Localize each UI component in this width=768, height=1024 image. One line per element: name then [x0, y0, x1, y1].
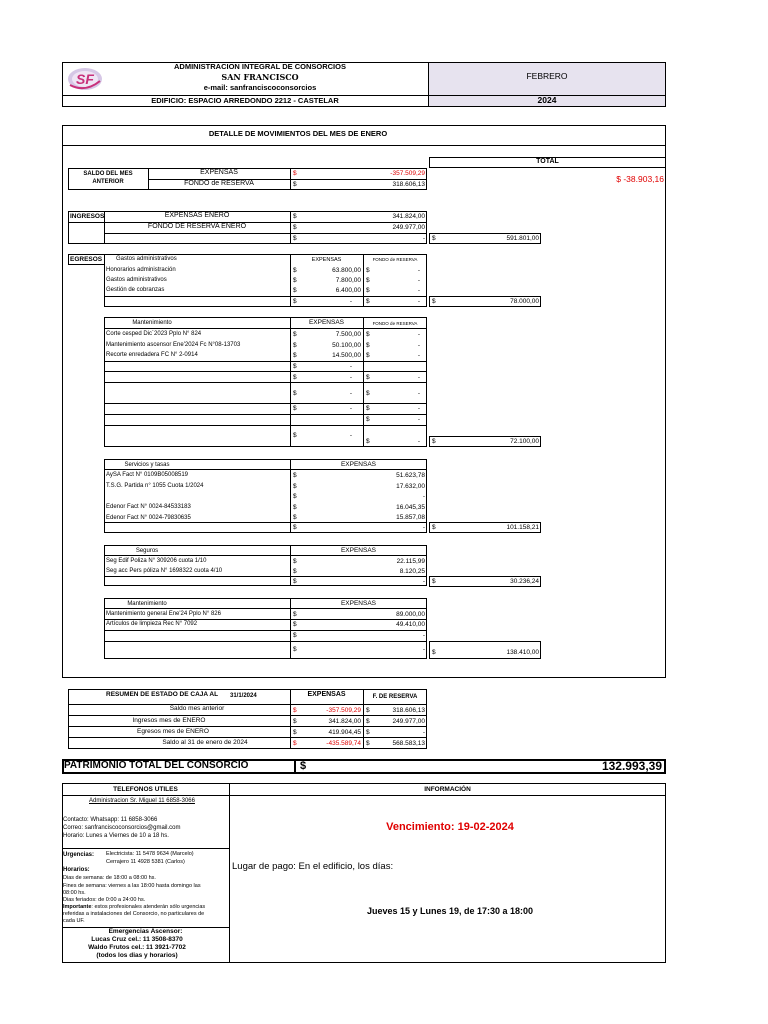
info-title: INFORMACIÓN: [424, 786, 471, 793]
gastos-fd2: $: [366, 277, 370, 284]
mant-col-fr: FONDO de RESERVA: [372, 321, 418, 326]
servicios-row-2-label: T.S.G. Partida n° 1055 Cuota 1/2024: [106, 483, 204, 489]
total-label: TOTAL: [536, 158, 559, 165]
mant-fd1: $: [366, 331, 370, 338]
servicios-col: EXPENSAS: [340, 461, 377, 468]
brand-name: SAN FRANCISCO: [221, 72, 299, 82]
seg-sd: $: [293, 578, 297, 585]
gastos-total-dollar: $: [432, 298, 436, 305]
urgencias-2: Cerrajero 11 4928 5381 (Carlos): [106, 859, 185, 865]
ingresos-label: INGRESOS: [70, 213, 105, 220]
resumen-row-3-label: Egresos mes de ENERO: [137, 728, 209, 735]
resumen-row-2-fr: 249.977,00: [392, 718, 425, 725]
seguros-total-dollar: $: [432, 578, 436, 585]
ascensor-title: Emergencias Ascensor:: [108, 928, 183, 935]
mant2-d3: $: [293, 632, 297, 639]
gastos-row-2-label: Gastos administrativos: [106, 277, 167, 283]
ingresos-dollar-3: $: [293, 235, 297, 242]
vencimiento: Vencimiento: 19-02-2024: [386, 821, 514, 833]
servicios-row-3-exp: -: [422, 493, 425, 500]
mant-row-3-exp: 14.500,00: [332, 352, 361, 359]
saldo-fr-dollar: $: [293, 181, 297, 188]
resumen-row-1-label: Saldo mes anterior: [169, 705, 225, 712]
gastos-row-2-exp: 7.800,00: [335, 277, 361, 284]
resumen-title: RESUMEN DE ESTADO DE CAJA AL: [106, 691, 219, 698]
gastos-total: 78.000,00: [510, 298, 539, 305]
serv-d1: $: [293, 472, 297, 479]
gastos-d2: $: [293, 277, 297, 284]
gastos-col-fr: FONDO de RESERVA: [372, 257, 418, 262]
gastos-fd1: $: [366, 267, 370, 274]
res-d1: $: [293, 707, 297, 714]
mant2-d2: $: [293, 621, 297, 628]
saldo-exp-value: -357.509,29: [390, 170, 425, 177]
mant-row-2-exp: 50.100,00: [332, 342, 361, 349]
mant2-total: 138.410,00: [506, 649, 539, 656]
mant-blank-d2: $: [293, 374, 297, 381]
company-logo: [66, 65, 104, 93]
mant-blank-fd2: $: [366, 374, 370, 381]
resumen-row-2-exp: 341.824,00: [328, 718, 361, 725]
gastos-col-exp: EXPENSAS: [311, 257, 342, 263]
gastos-d1: $: [293, 267, 297, 274]
ingresos-row-2-label: FONDO DE RESERVA ENERO: [147, 223, 247, 230]
importante-3: cada UF.: [63, 918, 85, 924]
patrimonio-label: PATRIMONIO TOTAL DEL CONSORCIO: [64, 760, 249, 771]
gastos-row-3-exp: 6.400,00: [335, 287, 361, 294]
seguros-row-1-label: Seg Edif Poliza N° 309206 cuota 1/10: [106, 558, 207, 564]
mant-blank-d4: $: [293, 405, 297, 412]
res-fd3: $: [366, 729, 370, 736]
seguros-total: 30.236,24: [510, 578, 539, 585]
mant2-d4: $: [293, 646, 297, 653]
servicios-total: 101.158,21: [506, 524, 539, 531]
mant-blank-fd3: $: [366, 390, 370, 397]
servicios-row-2-exp: 17.632,00: [396, 483, 425, 490]
seguros-sub: -: [422, 578, 425, 585]
serv-sd: $: [293, 524, 297, 531]
ascensor-2: Waldo Frutos cel.: 11 3921-7702: [88, 944, 186, 951]
servicios-total-dollar: $: [432, 524, 436, 531]
mant2-row-2-exp: 49.410,00: [396, 621, 425, 628]
mant-blank-fd6: $: [366, 438, 370, 445]
mant2-col: EXPENSAS: [340, 600, 377, 607]
importante-label: Importante: [63, 904, 92, 910]
mant-row-1-fr: -: [417, 331, 420, 338]
dias-pago: Jueves 15 y Lunes 19, de 17:30 a 18:00: [366, 906, 534, 916]
gastos-row-1-fr: -: [417, 267, 420, 274]
servicios-row-4-label: Edenor Fact N° 0024-84533183: [106, 504, 191, 510]
res-d4: $: [293, 740, 297, 747]
mant-row-1-label: Corte cesped Dic´2023 Pplo N° 824: [106, 331, 202, 337]
gastos-sd1: $: [293, 298, 297, 305]
mant-row-1-exp: 7.500,00: [335, 331, 361, 338]
ingresos-dollar-2: $: [293, 224, 297, 231]
seg-d1: $: [293, 558, 297, 565]
ascensor-3: (todos los dias y horarios): [96, 952, 178, 959]
mant-blank-fr3: -: [417, 390, 420, 397]
saldo-expensas-label: EXPENSAS: [200, 169, 238, 176]
patrimonio-value: 132.993,39: [601, 759, 662, 773]
horarios-2: Fines de semana: viernes a las 18:00 hasta domingo las: [63, 883, 201, 889]
mant-row-3-fr: -: [417, 352, 420, 359]
ingresos-row-1-label: EXPENSAS ENERO: [164, 212, 230, 219]
mant2-blank-2: -: [422, 646, 425, 653]
servicios-row-1-label: AySA Fact N° 0109B05008519: [106, 472, 189, 478]
urgencias-1: Electricista: 11 5478 9634 (Marcelo): [106, 851, 194, 857]
servicios-title: Servicios y tasas: [124, 462, 170, 468]
mant2-title: Mantenimiento: [127, 601, 167, 607]
gastos-row-3-fr: -: [417, 287, 420, 294]
mant2-d1: $: [293, 611, 297, 618]
seguros-row-2-exp: 8.120,25: [399, 568, 425, 575]
mant-title: Mantenimiento: [132, 320, 172, 326]
ingresos-row-2-value: 249.977,00: [392, 224, 425, 231]
mant-row-2-fr: -: [417, 342, 420, 349]
seguros-row-2-label: Seg acc Pers póliza N° 1698322 cuota 4/10: [106, 568, 223, 574]
res-d2: $: [293, 718, 297, 725]
serv-d4: $: [293, 504, 297, 511]
mant2-blank-1: -: [422, 632, 425, 639]
mant-blank-fr5: -: [417, 416, 420, 423]
horarios-4: Dias feriados: de 0:00 a 24:00 hs.: [63, 897, 146, 903]
gastos-sub-exp: -: [349, 298, 352, 305]
mant-blank-4: -: [349, 405, 352, 412]
mant2-total-dollar: $: [432, 649, 436, 656]
horarios-1: Dias de semana: de 18:00 a 08:00 hs.: [63, 875, 156, 881]
mant-blank-fd4: $: [366, 405, 370, 412]
mant-d2: $: [293, 342, 297, 349]
gastos-row-3-label: Gestión de cobranzas: [106, 287, 165, 293]
importante-1: : estos profesionales atenderán sólo urgencias: [91, 904, 206, 910]
gastos-row-1-label: Honorarios administración: [106, 267, 176, 273]
saldo-label: SALDO DEL MES ANTERIOR: [83, 171, 133, 185]
company-name: ADMINISTRACION INTEGRAL DE CONSORCIOS: [174, 62, 346, 71]
mant-blank-d1: $: [293, 363, 297, 370]
serv-d2: $: [293, 483, 297, 490]
saldo-fr-value: 318.606,13: [392, 181, 425, 188]
resumen-col-fr: F. DE RESERVA: [372, 694, 418, 700]
resumen-row-4-label: Saldo al 31 de enero de 2024: [162, 739, 248, 746]
mant-blank-2: -: [349, 374, 352, 381]
mant-blank-1: -: [349, 363, 352, 370]
header-year: 2024: [537, 95, 557, 105]
resumen-row-4-fr: 568.583,13: [392, 740, 425, 747]
resumen-row-3-exp: 419.904,45: [328, 729, 361, 736]
ingresos-row-1-value: 341.824,00: [392, 213, 425, 220]
mant-d1: $: [293, 331, 297, 338]
resumen-row-4-exp: -435.589,74: [326, 740, 361, 747]
gastos-row-2-fr: -: [417, 277, 420, 284]
mant-blank-fd5: $: [366, 416, 370, 423]
mant-blank-fr2: -: [417, 374, 420, 381]
detail-title: DETALLE DE MOVIMIENTOS DEL MES DE ENERO: [208, 129, 388, 138]
servicios-sub: -: [422, 524, 425, 531]
mant2-row-1-label: Mantenimiento general Ene'24 Pplo N° 826: [106, 611, 221, 617]
mant-blank-6: -: [349, 432, 352, 439]
telefonos-contacto: Contacto: Whatsapp: 11 6858-3066: [63, 817, 158, 823]
mant-d3: $: [293, 352, 297, 359]
horarios-3: 08:00 hs.: [63, 890, 86, 896]
mant2-row-2-label: Artículos de limpieza Rec N° 7092: [106, 621, 198, 627]
mant-row-3-label: Recorte enredadera FC N° 2-0914: [106, 352, 198, 358]
header-month: FEBRERO: [526, 71, 568, 81]
horarios-label: Horarios:: [63, 867, 90, 873]
resumen-row-2-label: Ingresos mes de ENERO: [132, 717, 206, 724]
egresos-label: EGRESOS: [70, 256, 103, 263]
saldo-fondo-label: FONDO de RESERVA: [184, 180, 254, 187]
mant-row-2-label: Mantenimiento ascensor Ene'2024 Fc N°08-13703: [106, 342, 241, 348]
mant-fd2: $: [366, 342, 370, 349]
saldo-exp-dollar: $: [293, 170, 297, 177]
telefonos-horario: Horario: Lunes a Viernes de 10 a 18 hs.: [63, 833, 169, 839]
gastos-d3: $: [293, 287, 297, 294]
resumen-row-3-fr: -: [422, 729, 425, 736]
patrimonio-dollar: $: [300, 760, 307, 772]
resumen-row-1-exp: -357.509,29: [326, 707, 361, 714]
res-d3: $: [293, 729, 297, 736]
gastos-sd2: $: [366, 298, 370, 305]
ingresos-subtotal: -: [422, 235, 425, 242]
gastos-sub-fr: -: [417, 298, 420, 305]
resumen-col-exp: EXPENSAS: [307, 691, 346, 698]
serv-d3: $: [293, 493, 297, 500]
mant-blank-d3: $: [293, 390, 297, 397]
mant-blank-3: -: [349, 390, 352, 397]
ascensor-1: Lucas Cruz cel.: 11 3508-8370: [91, 936, 183, 943]
telefonos-admin: Administracion Sr. Miguel 11 6858-3066: [89, 798, 195, 804]
res-fd1: $: [366, 707, 370, 714]
ingresos-total: 591.801,00: [506, 235, 539, 242]
res-fd4: $: [366, 740, 370, 747]
seg-d2: $: [293, 568, 297, 575]
gastos-title: Gastos administrativos: [116, 256, 177, 262]
mant-total-dollar: $: [432, 438, 436, 445]
lugar-pago: Lugar de pago: En el edificio, los días:: [232, 861, 394, 872]
seguros-title: Seguros: [135, 548, 159, 554]
mant-blank-fr4: -: [417, 405, 420, 412]
res-fd2: $: [366, 718, 370, 725]
mant-blank-d6: $: [293, 432, 297, 439]
servicios-row-1-exp: 51.623,78: [396, 472, 425, 479]
saldo-total: $ -38.903,16: [616, 174, 664, 184]
building-name: EDIFICIO: ESPACIO ARREDONDO 2212 - CASTELAR: [151, 96, 339, 105]
resumen-date: 31/1/2024: [230, 693, 257, 699]
email-line: e-mail: sanfranciscoconsorcios: [203, 83, 317, 92]
importante-2: referidas a instalaciones del Consorcio, no particulares de: [63, 911, 205, 917]
gastos-row-1-exp: 63.800,00: [332, 267, 361, 274]
mant-col-exp: EXPENSAS: [308, 319, 345, 326]
ingresos-total-dollar: $: [432, 235, 436, 242]
resumen-row-1-fr: 318.606,13: [392, 707, 425, 714]
gastos-fd3: $: [366, 287, 370, 294]
svg-text:SF: SF: [76, 71, 94, 87]
servicios-row-4-exp: 16.045,35: [396, 504, 425, 511]
seguros-col: EXPENSAS: [340, 547, 377, 554]
ingresos-dollar-1: $: [293, 213, 297, 220]
telefonos-title: TELEFONOS UTILES: [113, 786, 178, 793]
urgencias-label: Urgencias:: [63, 852, 95, 858]
mant-fd3: $: [366, 352, 370, 359]
serv-d5: $: [293, 514, 297, 521]
mant-blank-fr6: -: [417, 438, 420, 445]
servicios-row-5-label: Edenor Fact N° 0024-79830635: [106, 515, 191, 521]
seguros-row-1-exp: 22.115,99: [396, 558, 425, 565]
mant-total: 72.100,00: [510, 438, 539, 445]
servicios-row-5-exp: 15.857,08: [396, 514, 425, 521]
telefonos-correo: Correo: sanfranciscoconsorcios@gmail.com: [63, 825, 181, 831]
mant2-row-1-exp: 89.000,00: [396, 611, 425, 618]
